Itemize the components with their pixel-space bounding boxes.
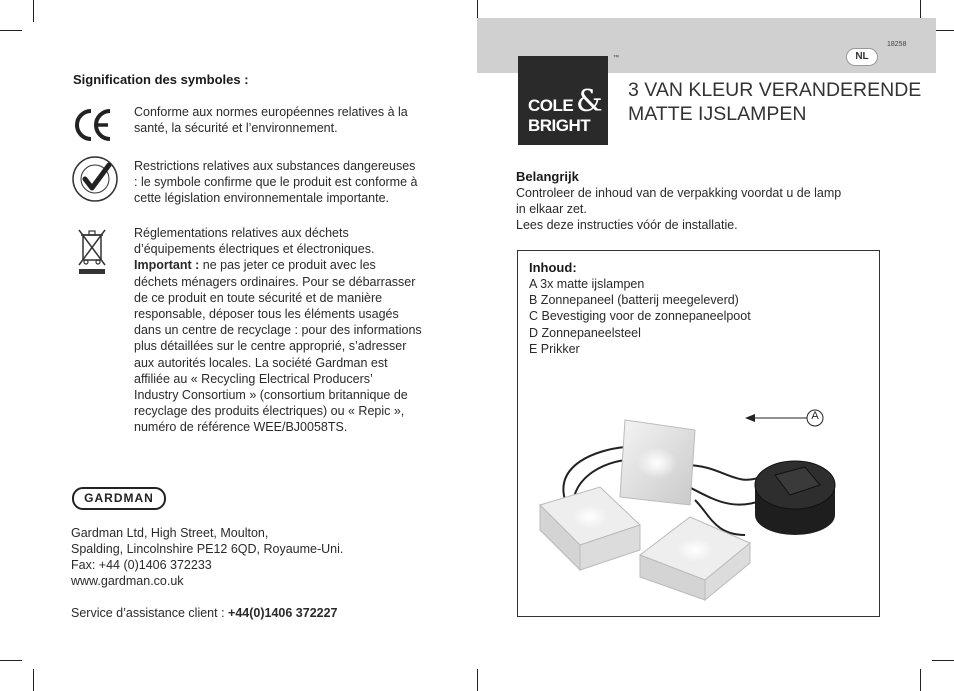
list-item: B Zonnepaneel (batterij meegeleverd) xyxy=(529,293,739,308)
language-badge: NL xyxy=(846,48,878,66)
trademark-mark: ™ xyxy=(613,55,619,61)
address-line: Spalding, Lincolnshire PE12 6QD, Royaume-Uni. xyxy=(71,542,344,556)
address-line: www.gardman.co.uk xyxy=(71,574,184,588)
crop-mark xyxy=(0,660,22,661)
lamp-glow xyxy=(637,447,677,479)
brand-line: COLE xyxy=(528,96,574,115)
text-line: santé, la sécurité et l’environnement. xyxy=(134,121,338,136)
text-line: cette législation environnementale importante. xyxy=(134,191,390,206)
text-line: de ce produit en toute sécurité et de manière xyxy=(134,290,383,305)
crop-mark xyxy=(33,669,34,691)
text-line: Industry Consortium » (consortium britannique de xyxy=(134,388,408,403)
symbol-description xyxy=(134,158,449,207)
text-line: plus détaillées sur le centre approprié, s’adresser xyxy=(134,339,407,354)
brand-line: BRIGHT xyxy=(528,116,591,135)
title-line: 3 VAN KLEUR VERANDERENDE xyxy=(628,79,922,101)
crop-mark xyxy=(920,669,921,691)
ce-mark-icon xyxy=(73,105,113,145)
text-line: Controleer de inhoud van de verpakking voordat u de lamp xyxy=(516,186,842,200)
text-line: dans un centre de recyclage : pour des informations xyxy=(134,323,422,338)
contents-heading: Inhoud: xyxy=(529,260,577,275)
text-line: d’équipements électriques et électroniques. xyxy=(134,242,375,257)
product-title xyxy=(628,78,938,126)
text-line: recyclage des produits électriques) ou « Repic », xyxy=(134,404,405,419)
text-line: déchets ménagers ordinaires. Pour se débarrasser xyxy=(134,274,416,289)
crop-mark xyxy=(0,30,22,31)
address-line: Gardman Ltd, High Street, Moulton, xyxy=(71,526,269,540)
crop-mark xyxy=(477,669,478,691)
service-phone: +44(0)1406 372227 xyxy=(228,606,338,620)
text-line: numéro de référence WEE/BJ0058TS. xyxy=(134,420,348,435)
product-photo xyxy=(535,405,855,605)
customer-service-line xyxy=(71,605,338,621)
rohs-compliant-icon xyxy=(71,155,119,203)
weee-bin-icon xyxy=(77,227,107,275)
service-label: Service d’assistance client : xyxy=(71,606,225,620)
text-line xyxy=(134,257,449,273)
callout-label: A xyxy=(811,410,819,422)
symbols-title: Signification des symboles : xyxy=(73,72,249,87)
document-code: 18258 xyxy=(887,41,907,48)
lamp-glow xyxy=(677,538,713,562)
text-line: Réglementations relatives aux déchets xyxy=(134,226,349,240)
text-line: Lees deze instructies vóór de installatie. xyxy=(516,218,738,233)
cole-bright-logo xyxy=(518,56,608,145)
important-label: Important : xyxy=(134,258,200,273)
brand-ampersand: & xyxy=(576,84,603,119)
text-line: Restrictions relatives aux substances dangereuses xyxy=(134,159,416,173)
important-text xyxy=(516,185,886,234)
symbol-description xyxy=(134,225,449,436)
crop-mark xyxy=(33,0,34,22)
text-line: Conforme aux normes européennes relatives à la xyxy=(134,105,408,119)
text-line: in elkaar zet. xyxy=(516,202,587,217)
text-fragment: ne pas jeter ce produit avec les xyxy=(202,258,376,273)
address-block xyxy=(71,525,343,589)
crop-mark xyxy=(932,660,954,661)
important-heading: Belangrijk xyxy=(516,169,579,184)
text-line: aux autorités locales. La société Gardman est xyxy=(134,355,388,370)
text-line: responsable, déposer tous les éléments usagés xyxy=(134,307,399,322)
contents-list xyxy=(529,276,751,357)
lamp-glow xyxy=(572,505,608,529)
text-line: affiliée au « Recycling Electrical Producers’ xyxy=(134,371,373,386)
list-item: D Zonnepaneelsteel xyxy=(529,325,641,340)
list-item: A 3x matte ijslampen xyxy=(529,277,645,291)
text-line: : le symbole confirme que le produit est conforme à xyxy=(134,175,418,190)
title-line: MATTE IJSLAMPEN xyxy=(628,103,807,125)
address-line: Fax: +44 (0)1406 372233 xyxy=(71,558,212,572)
cable xyxy=(685,465,765,480)
list-item: E Prikker xyxy=(529,341,580,356)
gardman-logo: GARDMAN xyxy=(72,487,166,510)
symbol-description xyxy=(134,104,449,136)
list-item: C Bevestiging voor de zonnepaneelpoot xyxy=(529,309,751,324)
